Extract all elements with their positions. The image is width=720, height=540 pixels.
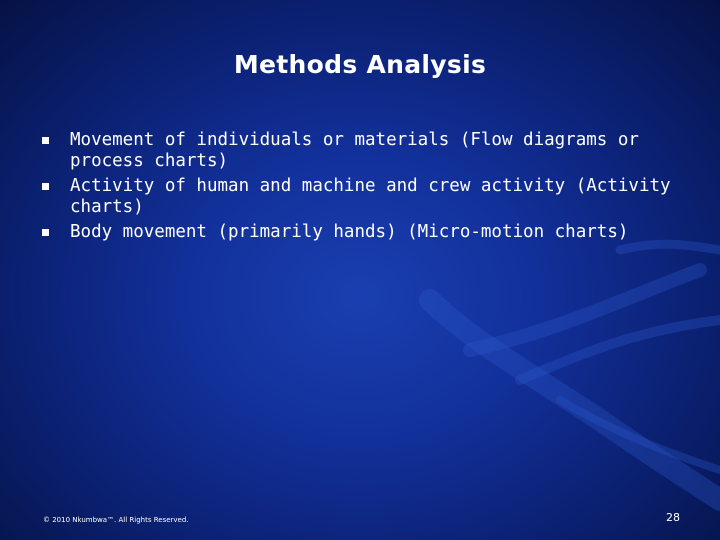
bullet-list bbox=[40, 130, 680, 247]
bullet-item bbox=[40, 176, 680, 218]
page-number: 28 bbox=[666, 511, 680, 524]
slide-title: Methods Analysis bbox=[233, 50, 487, 79]
bullet-text: Movement of individuals or materials (Flow diagrams or process charts) bbox=[70, 130, 639, 171]
bullet-text: Activity of human and machine and crew activity (Activity charts) bbox=[70, 176, 671, 217]
bullet-text: Body movement (primarily hands) (Micro-motion charts) bbox=[70, 222, 629, 242]
square-bullet-icon bbox=[42, 229, 49, 236]
bullet-item bbox=[40, 130, 680, 172]
square-bullet-icon bbox=[42, 183, 49, 190]
bullet-item bbox=[40, 222, 680, 243]
square-bullet-icon bbox=[42, 137, 49, 144]
copyright-footer: © 2010 Nkumbwa™. All Rights Reserved. bbox=[43, 516, 189, 524]
